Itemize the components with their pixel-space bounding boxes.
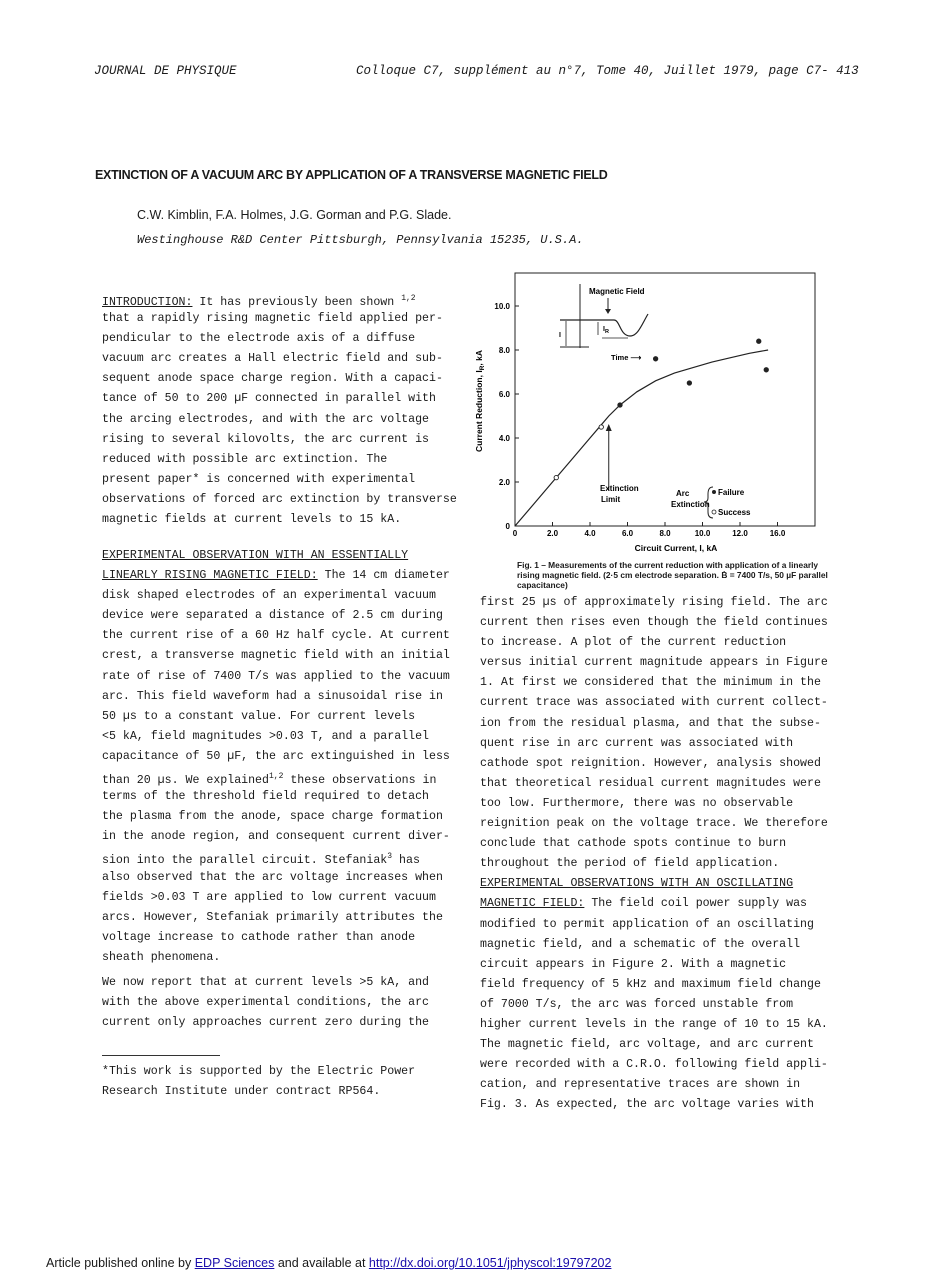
body-line: rate of rise of 7400 T/s was applied to the vacuum <box>102 669 450 683</box>
body-line: 50 µs to a constant value. For current levels <box>102 709 416 723</box>
intro-line: It has previously been shown <box>192 295 402 309</box>
edp-sciences-link[interactable]: EDP Sciences <box>194 1256 275 1270</box>
arc-extinction-label: Extinction <box>671 500 710 509</box>
body-line: sion into the parallel circuit. Stefaniak <box>102 854 388 868</box>
body-line: throughout the period of field application. <box>480 857 780 871</box>
body-line: The 14 cm diameter <box>317 569 450 583</box>
intro-line: that a rapidly rising magnetic field applied per- <box>102 312 443 326</box>
legend-success-marker <box>712 510 716 514</box>
affiliation: Westinghouse R&D Center Pittsburgh, Pennsylvania 15235, U.S.A. <box>137 233 584 247</box>
section-heading: EXPERIMENTAL OBSERVATIONS WITH AN OSCILLATING <box>480 877 794 891</box>
failure-point <box>653 357 657 361</box>
ref-superscript: 1,2 <box>401 294 416 303</box>
y-tick-label: 10.0 <box>494 302 510 311</box>
intro-heading: INTRODUCTION: <box>102 295 193 309</box>
body-line: 1. At first we considered that the minimum in the <box>480 676 821 690</box>
inset-ir-label: $I_R$ <box>603 326 609 335</box>
body-line: were recorded with a C.R.O. following field appli- <box>480 1058 828 1072</box>
body-line: of 7000 T/s, the arc was forced unstable from <box>480 997 794 1011</box>
body-line: that theoretical residual current magnitudes were <box>480 776 821 790</box>
intro-line: observations of forced arc extinction by transverse <box>102 492 457 506</box>
ref-superscript: 1,2 <box>268 772 284 782</box>
footer-text: and available at <box>274 1256 369 1270</box>
body-line: first 25 µs of approximately rising field. The arc <box>480 596 828 609</box>
body-line: <5 kA, field magnitudes >0.03 T, and a parallel <box>102 729 429 743</box>
body-line: in the anode region, and consequent current diver- <box>102 830 450 844</box>
plot-frame <box>515 273 815 526</box>
body-line: ion from the residual plasma, and that the subse- <box>480 716 821 730</box>
extinction-limit-arrowhead <box>606 424 612 431</box>
section-heading: EXPERIMENTAL OBSERVATION WITH AN ESSENTIALLY <box>102 549 409 562</box>
body-line: with the above experimental conditions, the arc <box>102 996 429 1010</box>
section-heading: LINEARLY RISING MAGNETIC FIELD: <box>102 569 318 583</box>
x-tick-label: 16.0 <box>769 529 786 538</box>
intro-line: present paper* is concerned with experimental <box>102 472 416 486</box>
body-line: current then rises even though the field continues <box>480 616 828 630</box>
legend-success-label: Success <box>718 508 751 517</box>
y-tick-label: 6.0 <box>498 390 510 399</box>
report-paragraph <box>102 973 429 1033</box>
body-line: also observed that the arc voltage increases when <box>102 870 443 884</box>
x-tick-label: 12.0 <box>732 529 748 538</box>
inset-diagram <box>559 284 648 362</box>
body-line: cathode spot reignition. However, analysis showed <box>480 756 821 770</box>
intro-line: reduced with possible arc extinction. The <box>102 452 388 466</box>
section-heading: MAGNETIC FIELD: <box>480 897 585 911</box>
body-line: higher current levels in the range of 10 to 15 kA. <box>480 1017 828 1031</box>
body-line: has <box>392 854 420 868</box>
x-tick-label: 0 <box>512 529 518 538</box>
body-line: arc. This field waveform had a sinusoidal rise in <box>102 689 443 703</box>
body-line: than 20 µs. We explained <box>102 773 269 787</box>
experimental-section <box>102 546 450 968</box>
body-line: voltage increase to cathode rather than anode <box>102 930 416 944</box>
paper-title: EXTINCTION OF A VACUUM ARC BY APPLICATION OF A TRANSVERSE MAGNETIC FIELD <box>95 168 608 182</box>
right-column <box>480 593 828 1115</box>
x-tick-label: 2.0 <box>546 529 559 538</box>
footnote-rule <box>102 1055 220 1056</box>
caption-line: Fig. 1 – Measurements of the current reduction with application of a linearly <box>517 560 819 570</box>
body-line: too low. Furthermore, there was no observable <box>480 796 794 810</box>
body-line: quent rise in arc current was associated with <box>480 736 794 750</box>
intro-line: rising to several kilovolts, the arc current is <box>102 432 429 446</box>
figure-caption <box>517 560 828 590</box>
footnote-line: Research Institute under contract RP564. <box>102 1085 381 1099</box>
footer-text: Article published online by <box>46 1256 195 1270</box>
body-line: arcs. However, Stefaniak primarily attributes the <box>102 910 443 924</box>
intro-line: magnetic fields at current levels to 15 kA. <box>102 513 402 527</box>
body-line: versus initial current magnitude appears in Figure <box>480 656 828 670</box>
y-tick-label: 2.0 <box>498 478 510 487</box>
intro-line: the arcing electrodes, and with the arc voltage <box>102 412 429 426</box>
x-tick-label: 10.0 <box>694 529 711 538</box>
intro-line: pendicular to the electrode axis of a diffuse <box>102 332 416 346</box>
journal-name: JOURNAL DE PHYSIQUE <box>94 64 237 78</box>
inset-i-label: I <box>559 332 561 339</box>
body-line: Fig. 3. As expected, the arc voltage varies with <box>480 1098 814 1112</box>
success-point <box>554 475 558 479</box>
publication-footer <box>46 1256 611 1270</box>
extinction-limit-label: Extinction <box>600 484 639 493</box>
failure-point <box>757 339 761 343</box>
body-line: current trace was associated with current collect- <box>480 696 828 710</box>
body-line: the plasma from the anode, space charge formation <box>102 810 443 824</box>
fitted-curve <box>515 350 768 526</box>
x-tick-label: 8.0 <box>659 529 671 538</box>
body-line: to increase. A plot of the current reduction <box>480 636 787 650</box>
colloque-info: Colloque C7, supplément au n°7, Tome 40, Juillet 1979, page C7- 413 <box>356 64 859 78</box>
body-line: conclude that cathode spots continue to burn <box>480 837 787 851</box>
intro-line: vacuum arc creates a Hall electric field and sub- <box>102 352 443 366</box>
failure-point <box>764 368 768 372</box>
y-tick-label: 0 <box>505 522 510 531</box>
y-tick-label: 8.0 <box>498 346 510 355</box>
body-line: terms of the threshold field required to detach <box>102 790 429 804</box>
arc-extinction-label: Arc <box>676 489 690 498</box>
ref-superscript: 3 <box>387 852 393 862</box>
extinction-limit-label: Limit <box>601 495 621 504</box>
intro-line: sequent anode space charge region. With a capaci- <box>102 372 443 386</box>
inset-field-label: Magnetic Field <box>589 287 645 296</box>
success-point <box>599 425 603 429</box>
body-line: cation, and representative traces are shown in <box>480 1078 801 1092</box>
legend-failure-label: Failure <box>718 488 745 497</box>
body-line: capacitance of 50 µF, the arc extinguished in less <box>102 749 450 763</box>
footnote <box>102 1062 415 1102</box>
figure-1-chart <box>468 266 840 556</box>
body-line: field frequency of 5 kHz and maximum field change <box>480 977 821 991</box>
body-line: reignition peak on the voltage trace. We therefore <box>480 817 828 831</box>
body-line: modified to permit application of an oscillating <box>480 917 814 931</box>
caption-line: capacitance) <box>517 580 568 590</box>
body-line: The magnetic field, arc voltage, and arc current <box>480 1038 814 1052</box>
body-line: The field coil power supply was <box>584 897 808 911</box>
body-line: fields >0.03 T are applied to low current vacuum <box>102 890 436 904</box>
body-line: sheath phenomena. <box>102 950 221 964</box>
inset-time-label: Time ⟶ <box>611 353 642 362</box>
field-arrowhead <box>605 309 611 314</box>
body-line: these observations in <box>283 773 437 787</box>
body-line: crest, a transverse magnetic field with an initial <box>102 649 450 663</box>
x-tick-label: 4.0 <box>584 529 596 538</box>
y-axis-label: Current Reduction, $I_R$, kA <box>474 350 486 452</box>
failure-point <box>618 403 622 407</box>
caption-line: rising magnetic field. (2·5 cm electrode separation. Ḃ = 7400 T/s, 50 µF parallel <box>517 570 828 580</box>
legend-failure-marker <box>712 490 716 494</box>
authors: C.W. Kimblin, F.A. Holmes, J.G. Gorman and P.G. Slade. <box>137 208 452 222</box>
body-line: disk shaped electrodes of an experimental vacuum <box>102 589 436 603</box>
body-line: circuit appears in Figure 2. With a magnetic <box>480 957 787 971</box>
intro-section <box>102 289 457 530</box>
body-line: magnetic field, and a schematic of the overall <box>480 937 801 951</box>
failure-point <box>687 381 691 385</box>
doi-link[interactable]: http://dx.doi.org/10.1051/jphyscol:19797202 <box>368 1256 612 1270</box>
x-axis-label: Circuit Current, I, kA <box>634 543 718 553</box>
footnote-line: *This work is supported by the Electric Power <box>102 1065 416 1078</box>
body-line: device were separated a distance of 2.5 cm during <box>102 609 443 623</box>
body-line: the current rise of a 60 Hz half cycle. At current <box>102 629 450 643</box>
body-line: current only approaches current zero during the <box>102 1016 429 1030</box>
body-line: We now report that at current levels >5 kA, and <box>102 976 429 989</box>
y-tick-label: 4.0 <box>498 434 510 443</box>
x-tick-label: 6.0 <box>621 529 634 538</box>
intro-line: tance of 50 to 200 µF connected in parallel with <box>102 392 436 406</box>
